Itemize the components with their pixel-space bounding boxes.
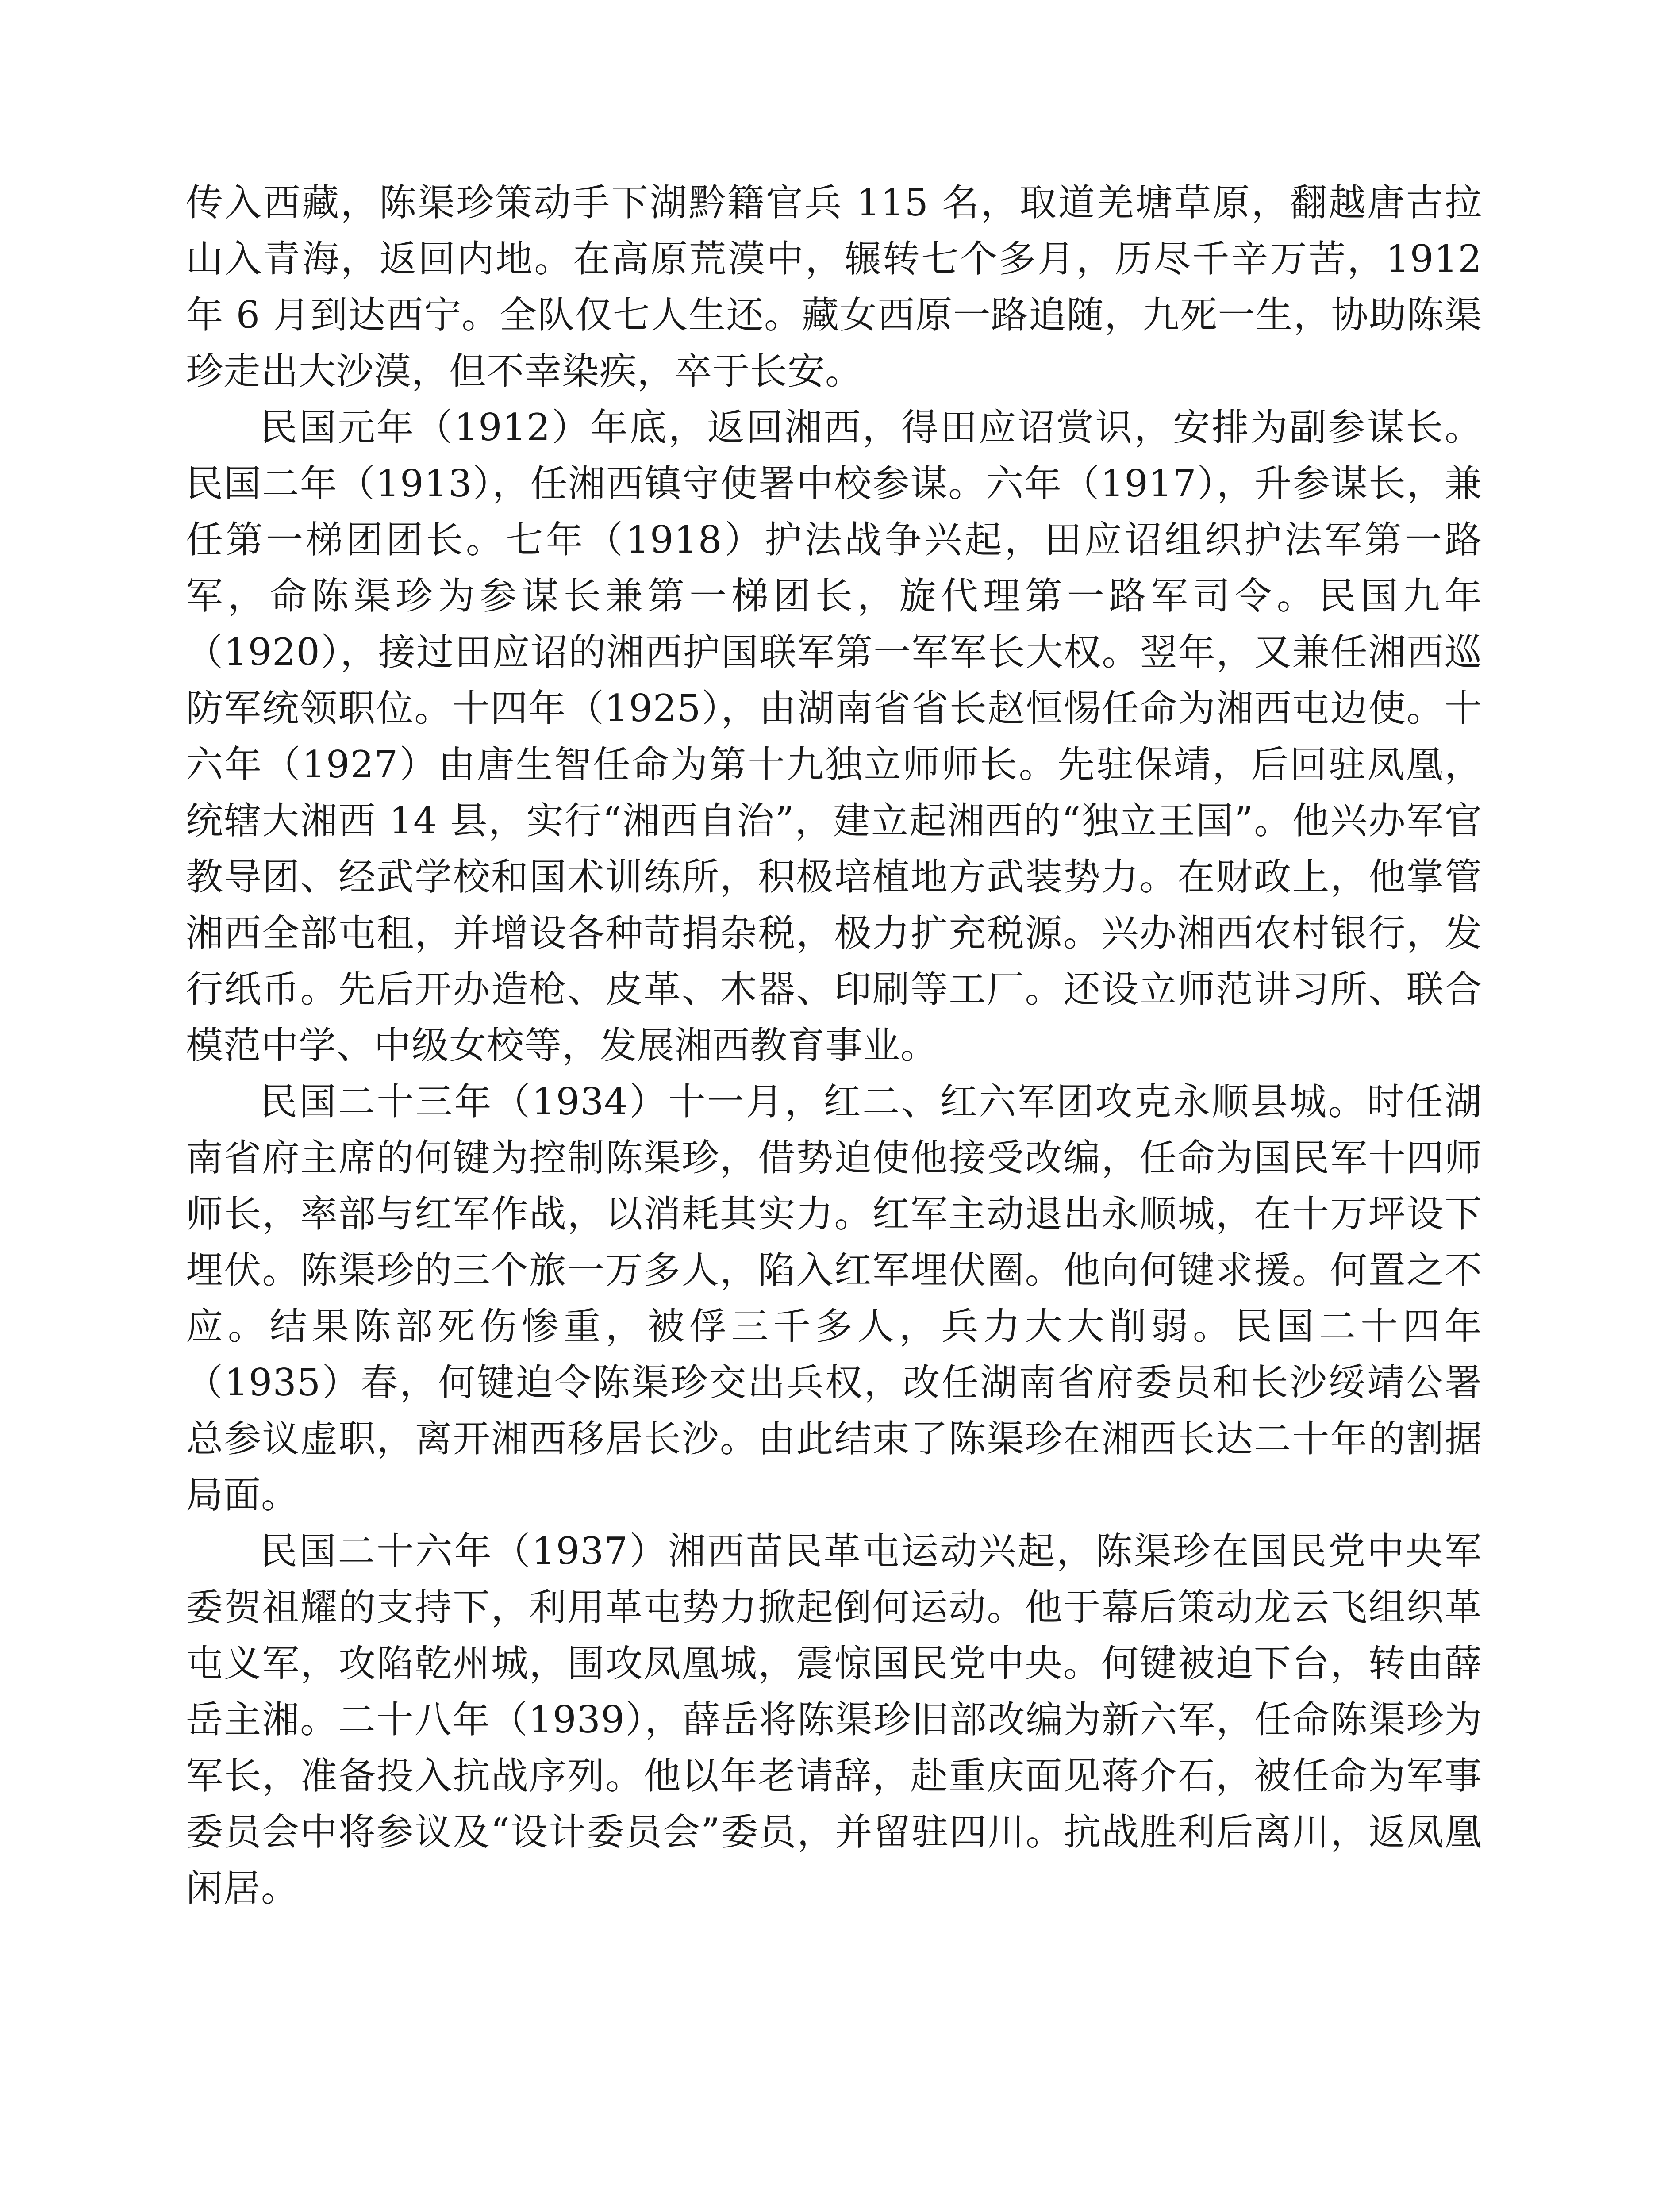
page-body [186,175,1482,1916]
paragraph-1912-1927: 民国元年（1912）年底，返回湘西，得田应诏赏识，安排为副参谋长。民国二年（1913），任湘西镇守使署中校参谋。六年（1917），升参谋长，兼任第一梯团团长。七年（1918）护法战争兴起，田应诏组织护法军第一路军，命陈渠珍为参谋长兼第一梯团长，旋代理第一路军司令。民国九年（1920），接过田应诏的湘西护国联军第一军军长大权。翌年，又兼任湘西巡防军统领职位。十四年（1925），由湖南省省长赵恒惕任命为湘西屯边使。十六年（1927）由唐生智任命为第十九独立师师长。先驻保靖，后回驻凤凰，统辖大湘西 14 县，实行“湘西自治”，建立起湘西的“独立王国”。他兴办军官教导团、经武学校和国术训练所，积极培植地方武装势力。在财政上，他掌管湘西全部屯租，并增设各种苛捐杂税，极力扩充税源。兴办湘西农村银行，发行纸币。先后开办造枪、皮革、木器、印刷等工厂。还设立师范讲习所、联合模范中学、中级女校等，发展湘西教育事业。 [186,406,1482,1067]
paragraph-continuation: 传入西藏，陈渠珍策动手下湖黔籍官兵 115 名，取道羌塘草原，翻越唐古拉山入青海，返回内地。在高原荒漠中，辗转七个多月，历尽千辛万苦，1912 年 6 月到达西宁。全队仅七人生还。藏女西原一路追随，九死一生，协助陈渠珍走出大沙漠，但不幸染疾，卒于长安。 [186,181,1482,393]
paragraph-1937-1939: 民国二十六年（1937）湘西苗民革屯运动兴起，陈渠珍在国民党中央军委贺祖耀的支持下，利用革屯势力掀起倒何运动。他于幕后策动龙云飞组织革屯义军，攻陷乾州城，围攻凤凰城，震惊国民党中央。何键被迫下台，转由薛岳主湘。二十八年（1939），薛岳将陈渠珍旧部改编为新六军，任命陈渠珍为军长，准备投入抗战序列。他以年老请辞，赴重庆面见蒋介石，被任命为军事委员会中将参议及“设计委员会”委员，并留驻四川。抗战胜利后离川，返凤凰闲居。 [186,1529,1482,1910]
paragraph-1934-1935: 民国二十三年（1934）十一月，红二、红六军团攻克永顺县城。时任湖南省府主席的何键为控制陈渠珍，借势迫使他接受改编，任命为国民军十四师师长，率部与红军作战，以消耗其实力。红军主动退出永顺城，在十万坪设下埋伏。陈渠珍的三个旅一万多人，陷入红军埋伏圈。他向何键求援。何置之不应。结果陈部死伤惨重，被俘三千多人，兵力大大削弱。民国二十四年（1935）春，何键迫令陈渠珍交出兵权，改任湖南省府委员和长沙绥靖公署总参议虚职，离开湘西移居长沙。由此结束了陈渠珍在湘西长达二十年的割据局面。 [186,1080,1482,1517]
